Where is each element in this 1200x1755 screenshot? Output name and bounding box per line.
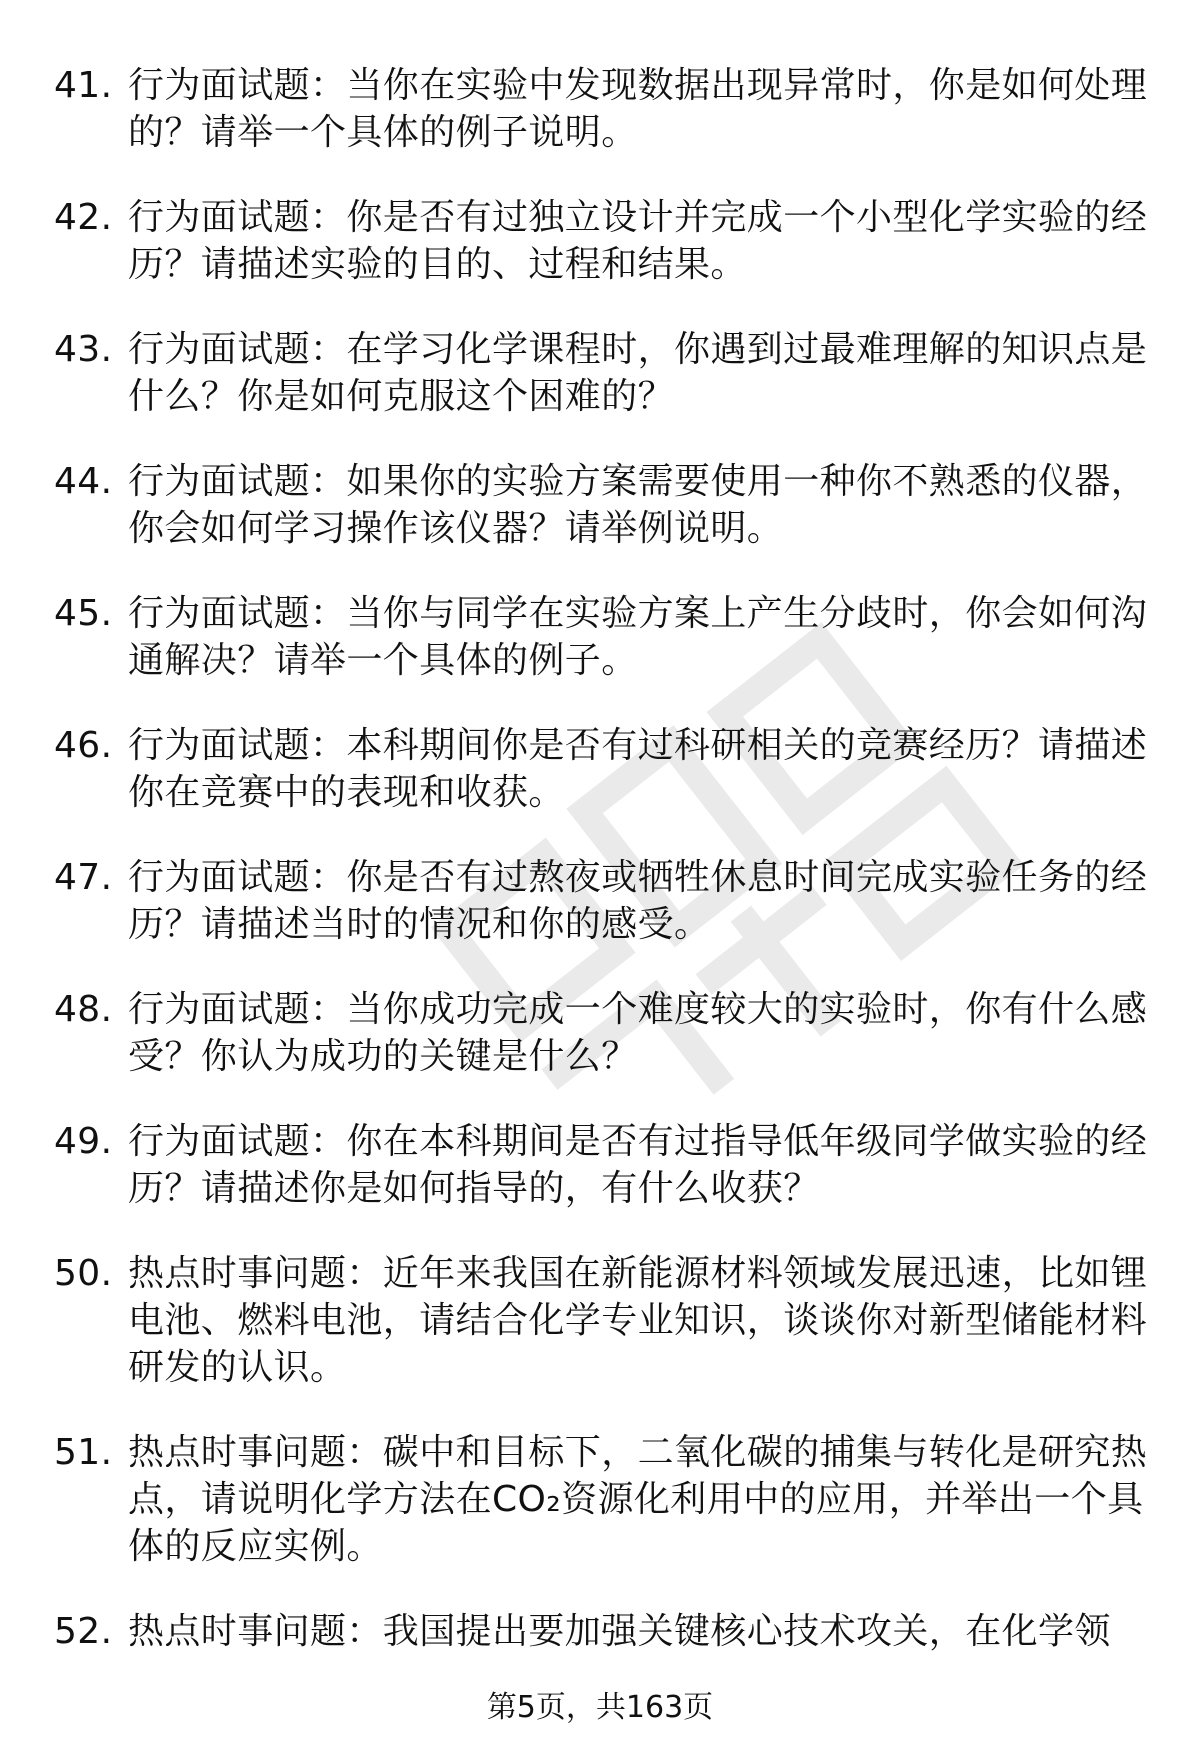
question-text-line: 通解决？请举一个具体的例子。 (128, 640, 638, 681)
question-item (0, 1608, 1200, 1655)
question-number: 51. (54, 1432, 113, 1473)
question-text-line: 历？请描述实验的目的、过程和结果。 (128, 244, 747, 285)
question-item (0, 1250, 1200, 1391)
question-text-line: 历？请描述当时的情况和你的感受。 (128, 904, 711, 945)
question-number: 50. (54, 1253, 113, 1294)
question-text-line: 行为面试题：你是否有过熬夜或牺牲休息时间完成实验任务的经 (128, 857, 1148, 898)
question-number: 44. (54, 461, 113, 502)
question-number: 41. (54, 65, 113, 106)
question-item (0, 590, 1200, 684)
question-text-line: 电池、燃料电池，请结合化学专业知识，谈谈你对新型储能材料 (128, 1300, 1148, 1341)
question-text-line: 行为面试题：如果你的实验方案需要使用一种你不熟悉的仪器， (128, 461, 1148, 502)
question-text-line: 行为面试题：当你与同学在实验方案上产生分歧时，你会如何沟 (128, 593, 1148, 634)
question-text-line: 你在竞赛中的表现和收获。 (128, 772, 565, 813)
question-item (0, 458, 1200, 552)
question-text-line: 热点时事问题：我国提出要加强关键核心技术攻关，在化学领 (128, 1611, 1111, 1652)
question-text-line: 你会如何学习操作该仪器？请举例说明。 (128, 508, 784, 549)
question-text-line: 体的反应实例。 (128, 1526, 383, 1567)
question-item (0, 194, 1200, 288)
question-text-line: 热点时事问题：碳中和目标下，二氧化碳的捕集与转化是研究热 (128, 1432, 1148, 1473)
question-text-line: 行为面试题：你在本科期间是否有过指导低年级同学做实验的经 (128, 1121, 1148, 1162)
question-text-line: 行为面试题：本科期间你是否有过科研相关的竞赛经历？请描述 (128, 725, 1148, 766)
question-item (0, 62, 1200, 156)
question-text-line: 行为面试题：你是否有过独立设计并完成一个小型化学实验的经 (128, 197, 1148, 238)
question-item (0, 326, 1200, 420)
question-text-line: 什么？你是如何克服这个困难的？ (128, 376, 675, 417)
question-item (0, 1429, 1200, 1570)
question-text-line: 热点时事问题：近年来我国在新能源材料领域发展迅速，比如锂 (128, 1253, 1148, 1294)
question-text-line: 研发的认识。 (128, 1347, 347, 1388)
question-number: 43. (54, 329, 113, 370)
question-text-line: 行为面试题：当你在实验中发现数据出现异常时，你是如何处理 (128, 65, 1148, 106)
question-number: 42. (54, 197, 113, 238)
question-text-line: 行为面试题：在学习化学课程时，你遇到过最难理解的知识点是 (128, 329, 1148, 370)
question-text-line: 行为面试题：当你成功完成一个难度较大的实验时，你有什么感 (128, 989, 1148, 1030)
question-list (0, 62, 1200, 1693)
question-item (0, 854, 1200, 948)
question-number: 46. (54, 725, 113, 766)
question-number: 49. (54, 1121, 113, 1162)
question-number: 48. (54, 989, 113, 1030)
question-text-line: 受？你认为成功的关键是什么？ (128, 1036, 638, 1077)
question-number: 52. (54, 1611, 113, 1652)
question-number: 47. (54, 857, 113, 898)
question-item (0, 722, 1200, 816)
question-text-line: 历？请描述你是如何指导的，有什么收获？ (128, 1168, 820, 1209)
question-text-line: 点，请说明化学方法在CO₂资源化利用中的应用，并举出一个具 (128, 1479, 1144, 1520)
question-text-line: 的？请举一个具体的例子说明。 (128, 112, 638, 153)
question-item (0, 1118, 1200, 1212)
question-number: 45. (54, 593, 113, 634)
question-item (0, 986, 1200, 1080)
page-footer: 第5页，共163页 (486, 1690, 714, 1725)
